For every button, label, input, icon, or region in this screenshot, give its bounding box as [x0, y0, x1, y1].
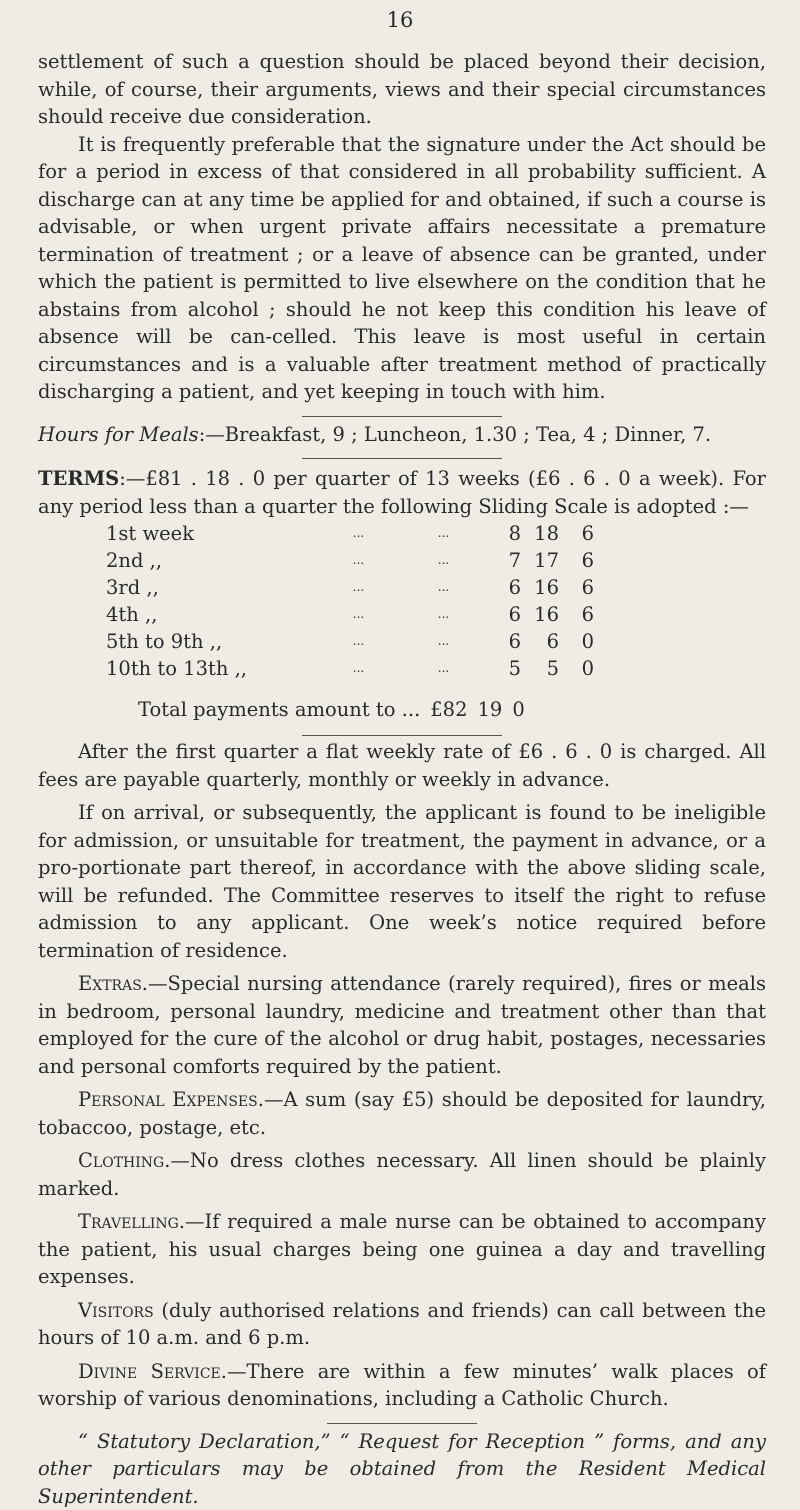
personal-expenses-heading: Personal Expenses.: [78, 1088, 264, 1111]
extras-text: —Special nursing attendance (rarely required), fires or meals in bedroom, personal laundry, medicine and treatment other than that employed for the cure of the alcohol or drug habit, postages, necessaries and personal comforts required by the patient.: [38, 972, 766, 1078]
personal-expenses-text: —A sum (say £5) should be deposited for laundry, tobaccoo, postage, etc.: [38, 1088, 766, 1139]
scale-shillings: 18: [521, 520, 559, 547]
scale-pence: 6: [559, 520, 594, 547]
scale-week-label: 1st week: [106, 520, 316, 547]
terms-heading: TERMS: [38, 467, 119, 490]
scale-pounds: 6: [486, 628, 521, 655]
scale-row: [106, 628, 594, 655]
scale-pence: 0: [559, 655, 594, 682]
extras-heading: Extras.: [78, 972, 148, 995]
divine-service-text: —There are within a few minutes’ walk places of worship of various denominations, including a Catholic Church.: [38, 1360, 766, 1411]
visitors-text: (duly authorised relations and friends) can call between the hours of 10 a.m. and 6 p.m.: [38, 1299, 766, 1350]
clothing-heading: Clothing.: [78, 1149, 170, 1172]
scale-leader-dots: ...: [316, 574, 401, 601]
divine-service-paragraph: [38, 1358, 766, 1413]
scale-leader-dots: ...: [401, 601, 486, 628]
scale-leader-dots: ...: [401, 655, 486, 682]
scale-pounds: 7: [486, 547, 521, 574]
total-label: Total payments amount to ...: [138, 698, 420, 721]
section-rule: [302, 458, 502, 459]
extras-paragraph: [38, 970, 766, 1080]
page-number: 16: [0, 8, 800, 32]
visitors-paragraph: [38, 1297, 766, 1352]
paragraph-after-first-quarter: After the first quarter a flat weekly rate of £6 . 6 . 0 is charged. All fees are payable quarterly, monthly or weekly in advance.: [38, 738, 766, 793]
paragraph-signature: It is frequently preferable that the signature under the Act should be for a period in excess of that considered in all probability sufficient. A discharge can at any time be applied for and obtained, if such a course is advisable, or when urgent private affairs necessitate a premature termination of treatment ; or a leave of absence can be granted, under which the patient is permitted to live elsewhere on the condition that he abstains from alcohol ; should he not keep this condition his leave of absence will be can-celled. This leave is most useful in certain circumstances and is a valuable after treatment method of practically discharging a patient, and yet keeping in touch with him.: [38, 131, 766, 406]
clothing-paragraph: [38, 1147, 766, 1202]
scale-leader-dots: ...: [316, 628, 401, 655]
scale-row: [106, 520, 594, 547]
total-pence: 0: [512, 698, 524, 721]
divine-service-heading: Divine Service.: [78, 1360, 227, 1383]
scale-week-label: 10th to 13th ,,: [106, 655, 316, 682]
clothing-text: —No dress clothes necessary. All linen should be plainly marked.: [38, 1149, 766, 1200]
scale-pence: 0: [559, 628, 594, 655]
scale-row: [106, 601, 594, 628]
scale-pence: 6: [559, 574, 594, 601]
travelling-text: —If required a male nurse can be obtained to accompany the patient, his usual charges being one guinea a day and travelling expenses.: [38, 1210, 766, 1288]
scale-leader-dots: ...: [401, 547, 486, 574]
scale-pounds: 8: [486, 520, 521, 547]
travelling-heading: Travelling.: [78, 1210, 185, 1233]
terms-text: :—£81 . 18 . 0 per quarter of 13 weeks (£6 . 6 . 0 a week). For any period less than a quarter the following Sliding Scale is adopted :—: [38, 467, 766, 518]
total-shillings: 19: [478, 698, 503, 721]
scale-row: [106, 655, 594, 682]
scale-leader-dots: ...: [316, 547, 401, 574]
scale-shillings: 16: [521, 574, 559, 601]
scale-pence: 6: [559, 547, 594, 574]
scale-leader-dots: ...: [401, 628, 486, 655]
scale-pence: 6: [559, 601, 594, 628]
personal-expenses-paragraph: [38, 1086, 766, 1141]
footer-note: “ Statutory Declaration,” “ Request for Reception ” forms, and any other particulars may be obtained from the Resident Medical Superintendent.: [38, 1428, 766, 1510]
section-rule: [327, 1423, 477, 1424]
scale-week-label: 4th ,,: [106, 601, 316, 628]
scale-pounds: 5: [486, 655, 521, 682]
scale-week-label: 2nd ,,: [106, 547, 316, 574]
paragraph-arrival: If on arrival, or subsequently, the applicant is found to be ineligible for admission, or unsuitable for treatment, the payment in advance, or a pro-portionate part thereof, in accordance with the above sliding scale, will be refunded. The Committee reserves to itself the right to refuse admission to any applicant. One week’s notice required before termination of residence.: [38, 799, 766, 964]
scale-leader-dots: ...: [401, 520, 486, 547]
meals-heading: Hours for Meals: [38, 423, 199, 446]
scale-leader-dots: ...: [316, 655, 401, 682]
section-rule: [302, 416, 502, 417]
scale-shillings: 17: [521, 547, 559, 574]
scale-leader-dots: ...: [316, 520, 401, 547]
scale-leader-dots: ...: [401, 574, 486, 601]
scale-row: [106, 547, 594, 574]
paragraph-settlement: settlement of such a question should be placed beyond their decision, while, of course, their arguments, views and their special circumstances should receive due consideration.: [38, 48, 766, 131]
visitors-heading: Visitors: [78, 1299, 154, 1322]
scale-week-label: 5th to 9th ,,: [106, 628, 316, 655]
meals-paragraph: [38, 421, 766, 449]
terms-paragraph: [38, 465, 766, 520]
scale-shillings: 6: [521, 628, 559, 655]
scale-pounds: 6: [486, 574, 521, 601]
sliding-scale-table: [106, 520, 594, 682]
scale-row: [106, 574, 594, 601]
section-rule: [302, 735, 502, 736]
total-payments: [138, 698, 766, 721]
scale-week-label: 3rd ,,: [106, 574, 316, 601]
travelling-paragraph: [38, 1208, 766, 1291]
scale-leader-dots: ...: [316, 601, 401, 628]
scale-shillings: 16: [521, 601, 559, 628]
total-pounds: £82: [430, 698, 467, 721]
scale-pounds: 6: [486, 601, 521, 628]
meals-text: :—Breakfast, 9 ; Luncheon, 1.30 ; Tea, 4 ; Dinner, 7.: [199, 423, 711, 446]
scale-shillings: 5: [521, 655, 559, 682]
